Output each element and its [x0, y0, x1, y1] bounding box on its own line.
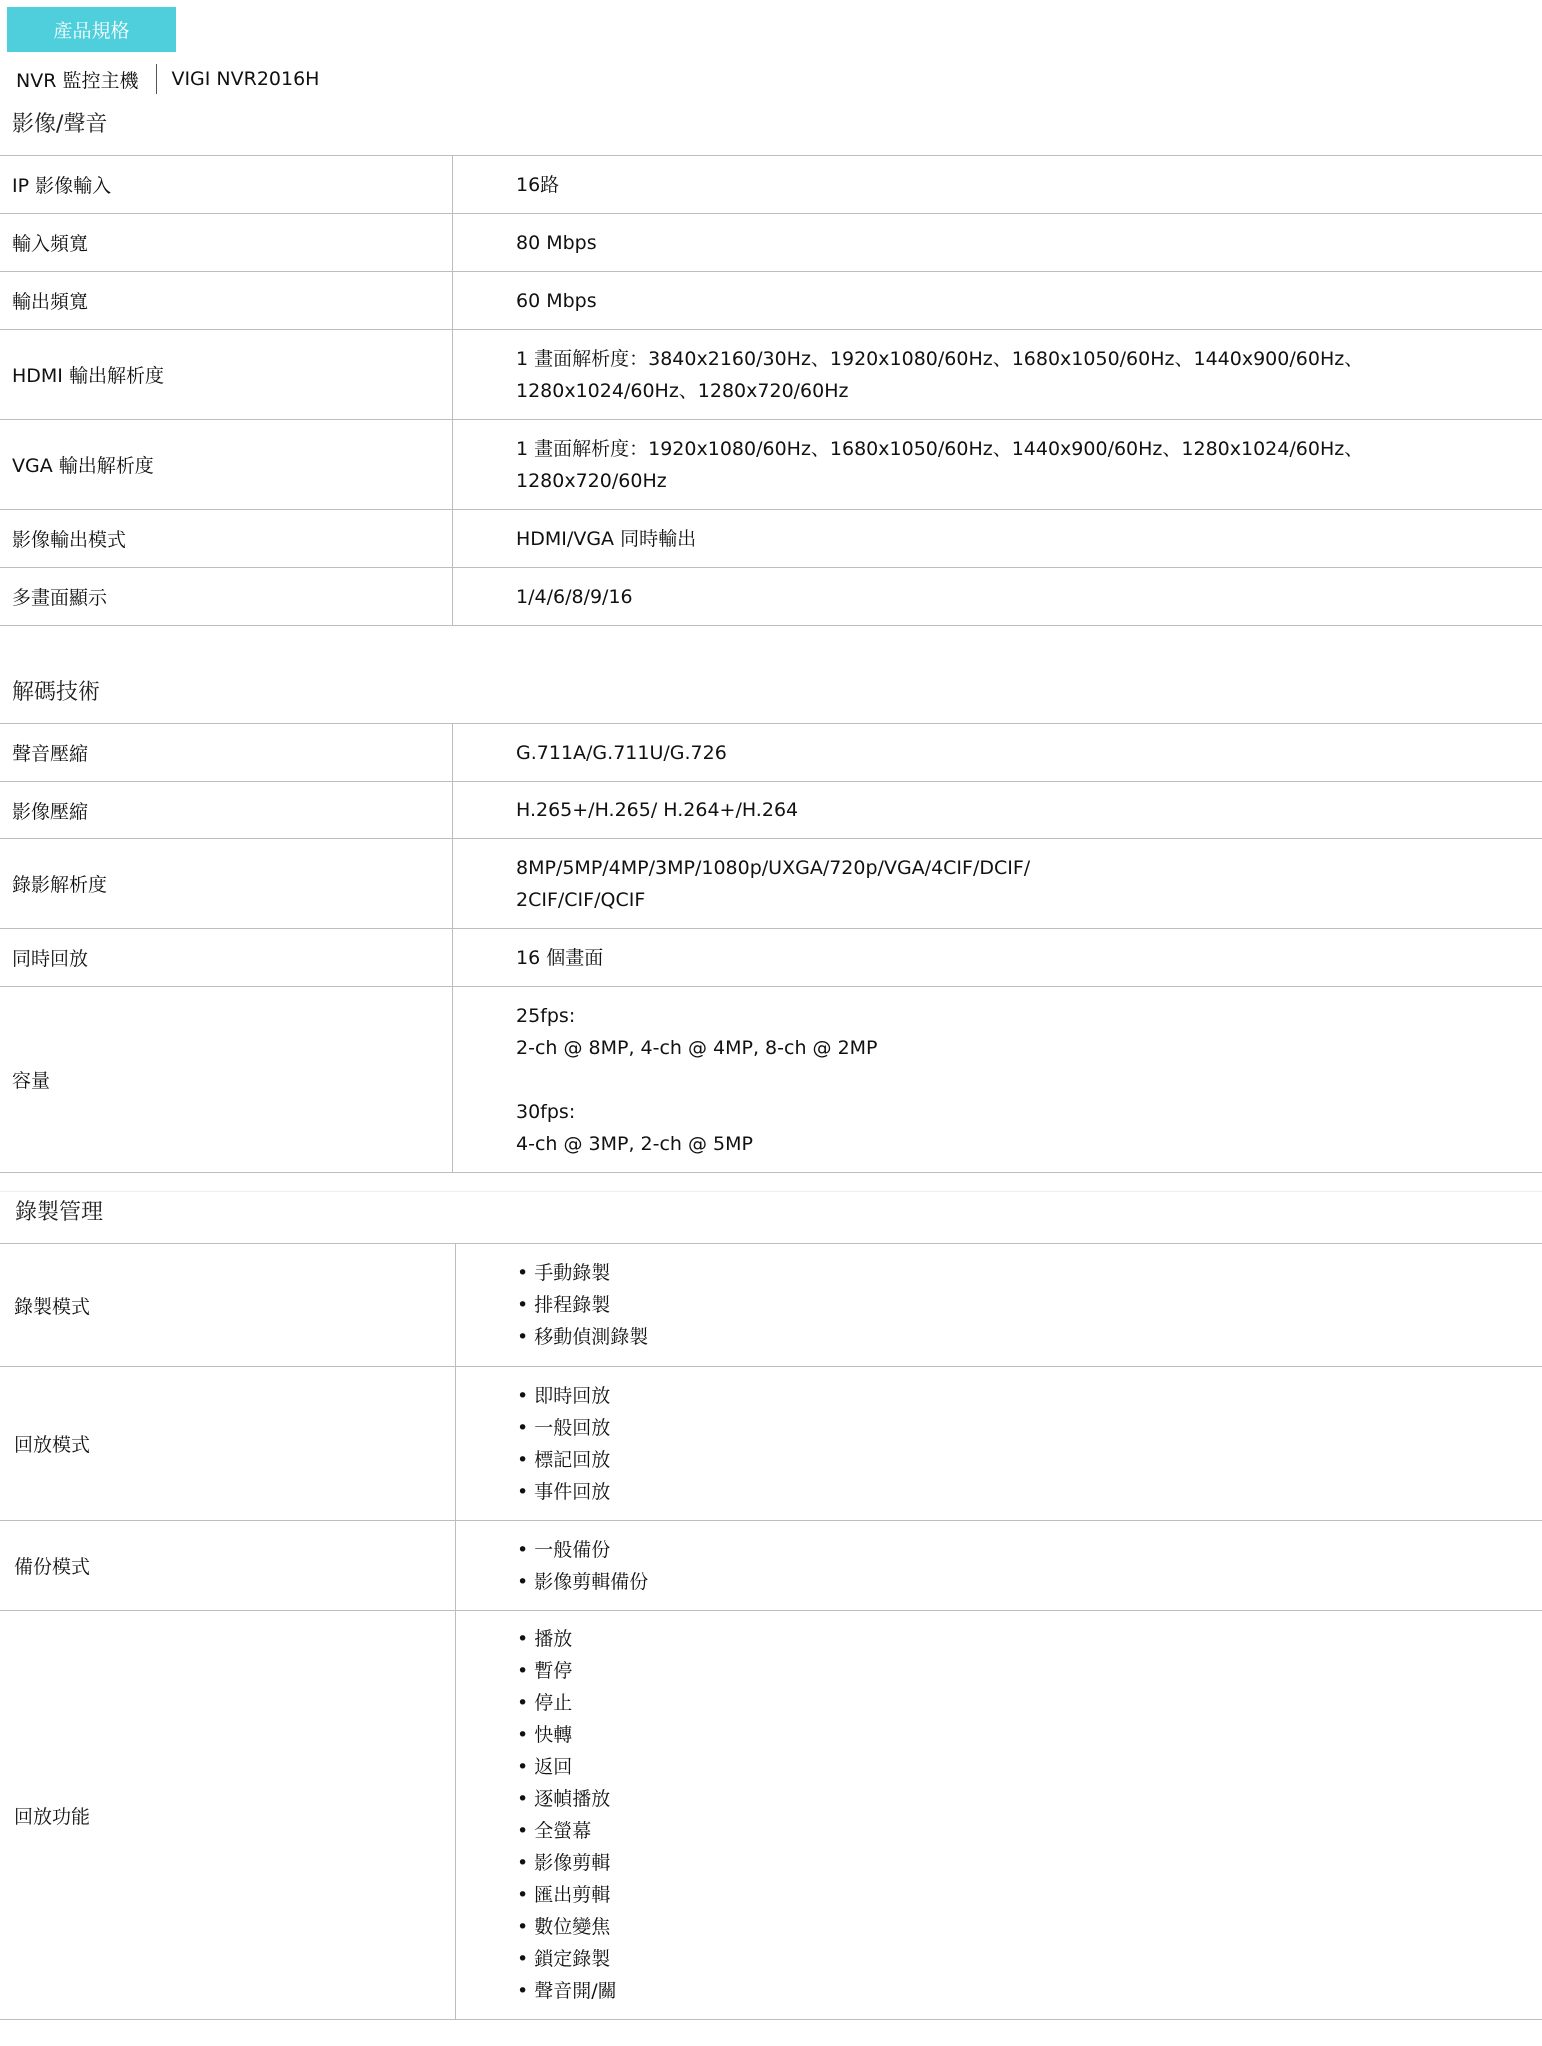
tab-product-specs[interactable]: 產品規格: [7, 7, 176, 52]
spec-label: 容量: [0, 987, 453, 1172]
table-row: [0, 839, 1542, 929]
list-item: • 事件回放: [517, 1476, 1542, 1508]
spec-value: [453, 272, 1542, 329]
spec-table-recording: [0, 1243, 1542, 2020]
list-item: • 逐幀播放: [517, 1783, 1542, 1815]
spec-label: 備份模式: [0, 1521, 456, 1610]
spec-value-line: G.711A/G.711U/G.726: [516, 741, 727, 764]
list-item: • 影像剪輯備份: [517, 1566, 1542, 1598]
spec-label: 聲音壓縮: [0, 724, 453, 781]
spec-value: [453, 782, 1542, 838]
spec-value: [453, 214, 1542, 271]
list-item: • 一般回放: [517, 1412, 1542, 1444]
spec-value: [453, 724, 1542, 781]
spec-value-line: 1280x720/60Hz: [516, 469, 667, 492]
spec-value: [453, 510, 1542, 567]
product-category: NVR 監控主機: [16, 69, 139, 92]
spec-value-line: 16 個畫面: [516, 946, 604, 969]
spec-value: [453, 156, 1542, 213]
spec-value-line: 1/4/6/8/9/16: [516, 585, 633, 608]
spec-value: [456, 1367, 1542, 1520]
spec-label: HDMI 輸出解析度: [0, 330, 453, 419]
table-row: [0, 987, 1542, 1173]
section-title-video-audio: 影像/聲音: [12, 112, 108, 137]
section-title-decoding: 解碼技術: [12, 680, 101, 705]
spec-value: [453, 330, 1542, 419]
list-item: • 返回: [517, 1751, 1542, 1783]
spec-label: 回放功能: [0, 1611, 456, 2019]
table-row: [0, 1611, 1542, 2020]
table-row: [0, 929, 1542, 987]
table-row: [0, 1521, 1542, 1611]
spec-value: [453, 929, 1542, 986]
spec-value-line: 16路: [516, 173, 560, 196]
spec-value: [453, 987, 1542, 1172]
spec-value-line: 2CIF/CIF/QCIF: [516, 888, 646, 911]
table-row: [0, 782, 1542, 839]
spec-label: 輸入頻寬: [0, 214, 453, 271]
divider: [156, 64, 157, 94]
product-model: VIGI NVR2016H: [171, 68, 320, 90]
spec-value-line: 80 Mbps: [516, 231, 597, 254]
spec-value-line: 2-ch @ 8MP, 4-ch @ 4MP, 8-ch @ 2MP: [516, 1036, 878, 1059]
list-item: • 影像剪輯: [517, 1847, 1542, 1879]
spec-value-line: 1 畫面解析度：1920x1080/60Hz、1680x1050/60Hz、1440x900/60Hz、1280x1024/60Hz、: [516, 437, 1364, 460]
list-item: • 移動偵測錄製: [517, 1321, 1542, 1353]
product-heading: [16, 62, 319, 96]
list-item: • 聲音開/關: [517, 1975, 1542, 2007]
section-title-recording: 錄製管理: [15, 1200, 104, 1225]
spec-value-line: 30fps:: [516, 1100, 576, 1123]
list-item: • 手動錄製: [517, 1257, 1542, 1289]
list-item: • 一般備份: [517, 1534, 1542, 1566]
spec-value: [453, 420, 1542, 509]
table-row: [0, 568, 1542, 626]
spec-value-line: H.265+/H.265/ H.264+/H.264: [516, 799, 799, 821]
list-item: • 數位變焦: [517, 1911, 1542, 1943]
table-row: [0, 1367, 1542, 1521]
spec-label: 輸出頻寬: [0, 272, 453, 329]
spec-value: [453, 568, 1542, 625]
list-item: • 標記回放: [517, 1444, 1542, 1476]
spec-table-video-audio: [0, 155, 1542, 626]
spec-value-line: 1280x1024/60Hz、1280x720/60Hz: [516, 379, 849, 402]
spec-value-line: 1 畫面解析度：3840x2160/30Hz、1920x1080/60Hz、1680x1050/60Hz、1440x900/60Hz、: [516, 347, 1364, 370]
table-row: [0, 272, 1542, 330]
table-row: [0, 510, 1542, 568]
spec-label: 回放模式: [0, 1367, 456, 1520]
list-item: • 鎖定錄製: [517, 1943, 1542, 1975]
table-row: [0, 1244, 1542, 1367]
spec-label: 影像壓縮: [0, 782, 453, 838]
spec-value: [453, 839, 1542, 928]
spec-value: [456, 1244, 1542, 1366]
spec-label: 錄製模式: [0, 1244, 456, 1366]
divider: [0, 1191, 1542, 1192]
spacer: [516, 1064, 1542, 1096]
spec-table-decoding: [0, 723, 1542, 1173]
list-item: • 暫停: [517, 1655, 1542, 1687]
spec-label: 多畫面顯示: [0, 568, 453, 625]
spec-label: IP 影像輸入: [0, 156, 453, 213]
list-item: • 即時回放: [517, 1380, 1542, 1412]
spec-value-line: 25fps:: [516, 1004, 576, 1027]
spec-label: VGA 輸出解析度: [0, 420, 453, 509]
list-item: • 快轉: [517, 1719, 1542, 1751]
spec-value-line: HDMI/VGA 同時輸出: [516, 527, 697, 550]
list-item: • 播放: [517, 1623, 1542, 1655]
list-item: • 排程錄製: [517, 1289, 1542, 1321]
table-row: [0, 724, 1542, 782]
table-row: [0, 214, 1542, 272]
spec-value: [456, 1611, 1542, 2019]
spec-label: 錄影解析度: [0, 839, 453, 928]
list-item: • 停止: [517, 1687, 1542, 1719]
spec-value: [456, 1521, 1542, 1610]
spec-value-line: 4-ch @ 3MP, 2-ch @ 5MP: [516, 1132, 753, 1155]
spec-value-line: 60 Mbps: [516, 289, 597, 312]
spec-label: 同時回放: [0, 929, 453, 986]
table-row: [0, 420, 1542, 510]
list-item: • 全螢幕: [517, 1815, 1542, 1847]
table-row: [0, 156, 1542, 214]
spec-value-line: 8MP/5MP/4MP/3MP/1080p/UXGA/720p/VGA/4CIF/DCIF/: [516, 856, 1031, 879]
list-item: • 匯出剪輯: [517, 1879, 1542, 1911]
spec-label: 影像輸出模式: [0, 510, 453, 567]
table-row: [0, 330, 1542, 420]
